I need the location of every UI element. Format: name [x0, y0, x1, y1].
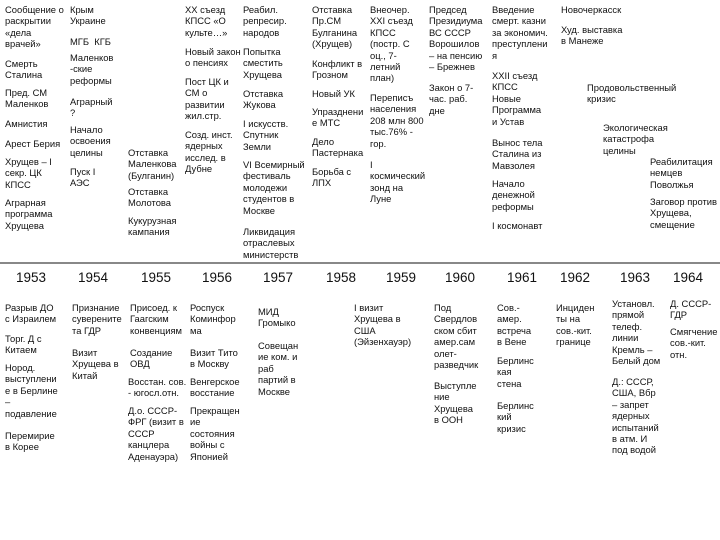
domestic-event: Крым Украине — [70, 4, 106, 27]
foreign-event: Прекращен ие состояния войны с Японией — [190, 405, 240, 462]
foreign-event: Берлинс кая стена — [497, 355, 534, 389]
domestic-event: I космический зонд на Луне — [370, 159, 426, 205]
foreign-event: Установл. прямой телеф. линии Кремль – Белый дом — [612, 298, 661, 367]
year-label: 1957 — [263, 270, 294, 285]
domestic-event: Закон о 7- час. раб. дне — [429, 82, 474, 116]
year-label: 1964 — [673, 270, 704, 285]
year-label: 1953 — [16, 270, 47, 285]
domestic-event: Продовольственный кризис — [587, 82, 677, 105]
year-label: 1956 — [202, 270, 233, 285]
foreign-event: Перемирие в Корее — [5, 430, 55, 453]
foreign-event: Нород. выступлени е в Берлине – подавление — [5, 362, 58, 419]
domestic-event: Упразднени е МТС — [312, 106, 364, 129]
domestic-event: Председ Президиума ВС СССР Ворошилов – на пенсию – Брежнев — [429, 4, 483, 73]
domestic-event: I искусств. Спутник Земли — [243, 118, 289, 152]
domestic-event: Аграрная программа Хрущева — [5, 197, 53, 231]
foreign-event: Торг. Д с Китаем — [5, 333, 42, 356]
domestic-event: Смерть Сталина — [5, 58, 43, 81]
foreign-event: Д.о. СССР- ФРГ (визит в СССР канцлера Аденауэра) — [128, 405, 184, 462]
foreign-event: Венгерское восстание — [190, 376, 240, 399]
timeline-axis — [0, 259, 720, 267]
domestic-event: Отставка Жукова — [243, 88, 284, 111]
foreign-event: Смягчение сов.-кит. отн. — [670, 326, 718, 360]
domestic-event: Экологическая катастрофа целины — [603, 122, 668, 156]
domestic-event: Маленков -ские реформы — [70, 52, 114, 86]
foreign-event: Признание суверените та ГДР — [72, 302, 122, 336]
foreign-event: Д. СССР- ГДР — [670, 298, 712, 321]
foreign-event: Визит Тито в Москву — [190, 347, 238, 370]
year-label: 1954 — [78, 270, 109, 285]
domestic-event: Попытка сместить Хрущева — [243, 46, 283, 80]
domestic-event: Новый закон о пенсиях — [185, 46, 241, 69]
domestic-event: Аграрный ? — [70, 96, 113, 119]
foreign-event: Роспуск Коминфор ма — [190, 302, 236, 336]
domestic-event: Новый УК — [312, 88, 355, 99]
year-label: 1955 — [141, 270, 172, 285]
domestic-event: Хрущев – I секр. ЦК КПСС — [5, 156, 52, 190]
domestic-event: Сообщение о раскрытии «дела врачей» — [5, 4, 64, 50]
domestic-event: Худ. выставка в Манеже — [561, 24, 623, 47]
domestic-event: XX съезд КПСС «О культе…» — [185, 4, 228, 38]
foreign-event: МИД Громыко — [258, 306, 296, 329]
domestic-event: VI Всемирный фестиваль молодежи студентов в Москве — [243, 159, 305, 216]
domestic-event: Дело Пастернака — [312, 136, 364, 159]
domestic-event: Реабил. репресир. народов — [243, 4, 287, 38]
domestic-event: Отставка Молотова — [128, 186, 171, 209]
year-label: 1963 — [620, 270, 651, 285]
domestic-event: Вынос тела Сталина из Мавзолея — [492, 137, 543, 171]
year-label: 1962 — [560, 270, 591, 285]
foreign-event: Берлинс кий кризис — [497, 400, 534, 434]
domestic-event: Борьба с ЛПХ — [312, 166, 352, 189]
foreign-event: Совещан ие ком. и раб партий в Москве — [258, 340, 299, 397]
year-label: 1961 — [507, 270, 538, 285]
domestic-event: Конфликт в Грозном — [312, 58, 363, 81]
year-label: 1959 — [386, 270, 417, 285]
domestic-event: XXII съезд КПСС Новые Программа и Устав — [492, 70, 542, 127]
foreign-event: Создание ОВД — [130, 347, 173, 370]
foreign-event: Инциден ты на сов.-кит. границе — [556, 302, 595, 348]
year-label: 1958 — [326, 270, 357, 285]
domestic-event: Начало освоения целины — [70, 124, 111, 158]
domestic-event: Переписъ населения 208 млн 800 тыс.76% - гор. — [370, 92, 424, 149]
foreign-event: Под Свердлов ском сбит амер.сам олет- разведчик — [434, 302, 479, 371]
domestic-event: Отставка Пр.СМ Булганина (Хрущев) — [312, 4, 358, 50]
foreign-event: Визит Хрущева в Китай — [72, 347, 119, 381]
domestic-event: Введение смерт. казни за экономич. преступлени я — [492, 4, 548, 61]
domestic-event: Внеочер. XXI съезд КПСС (постр. С оц., 7- летний план) — [370, 4, 413, 84]
domestic-event: Созд. инст. ядерных исслед. в Дубне — [185, 129, 233, 175]
domestic-event: Амнистия — [5, 118, 48, 129]
domestic-event: Арест Берия — [5, 138, 61, 149]
foreign-event: Восстан. сов. - югосл.отн. — [128, 376, 187, 399]
domestic-event: Новочеркасск — [561, 4, 622, 15]
domestic-event: Заговор против Хрущева, смещение — [650, 196, 718, 230]
foreign-event: Сов.- амер. встреча в Вене — [497, 302, 532, 348]
domestic-event: Кукурузная кампания — [128, 215, 177, 238]
domestic-event: Пост ЦК и СМ о развитии жил.стр. — [185, 76, 229, 122]
domestic-event: Пред. СМ Маленков — [5, 87, 49, 110]
year-label: 1960 — [445, 270, 476, 285]
foreign-event: I визит Хрущева в США (Эйзенхауэр) — [354, 302, 412, 348]
foreign-event: Разрыв ДО с Израилем — [5, 302, 57, 325]
domestic-event: Ликвидация отраслевых министерств — [243, 226, 299, 260]
foreign-event: Присоед. к Гаагским конвенциям — [130, 302, 182, 336]
domestic-event: I космонавт — [492, 220, 543, 231]
domestic-event: МГБ КГБ — [70, 36, 111, 47]
foreign-event: Д.: СССР, США, Вбр – запрет ядерных испытаний в атм. И под водой — [612, 376, 659, 456]
foreign-event: Выступле ние Хрущева в ООН — [434, 380, 477, 426]
domestic-event: Реабилитация немцев Поволжья — [650, 156, 713, 190]
domestic-event: Пуск I АЭС — [70, 166, 96, 189]
domestic-event: Начало денежной реформы — [492, 178, 535, 212]
domestic-event: Отставка Маленкова (Булганин) — [128, 147, 177, 181]
